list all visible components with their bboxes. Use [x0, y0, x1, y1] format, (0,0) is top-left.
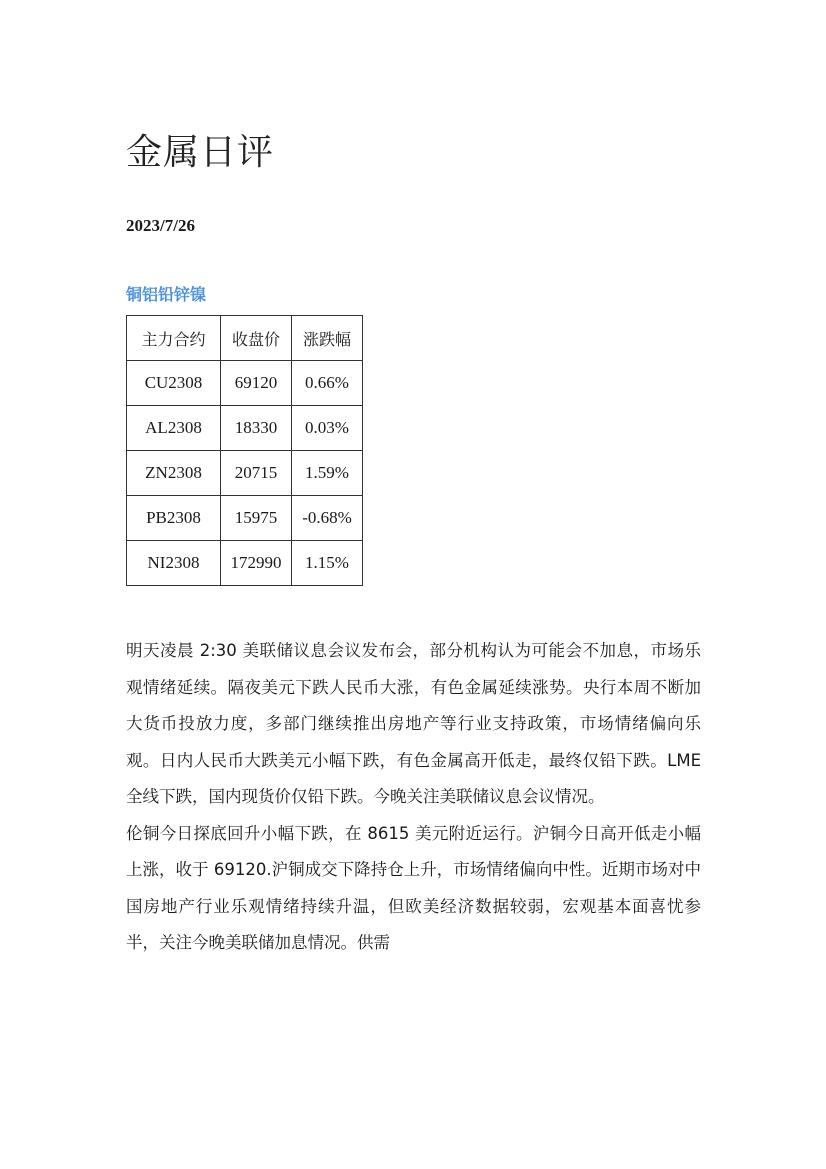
header-close-price: 收盘价: [221, 316, 292, 361]
table-row: [127, 361, 363, 406]
cell-close-price: 18330: [221, 406, 292, 451]
cell-change-pct: 0.03%: [292, 406, 363, 451]
table-header-row: [127, 316, 363, 361]
commentary-body: [126, 633, 701, 962]
cell-contract: PB2308: [127, 496, 221, 541]
table-row: [127, 451, 363, 496]
header-contract: 主力合约: [127, 316, 221, 361]
cell-close-price: 69120: [221, 361, 292, 406]
cell-contract: NI2308: [127, 541, 221, 586]
paragraph-market-overview: 明天凌晨 2:30 美联储议息会议发布会，部分机构认为可能会不加息，市场乐观情绪延续。隔夜美元下跌人民币大涨，有色金属延续涨势。央行本周不断加大货币投放力度，多部门继续推出房地产等行业支持政策，市场情绪偏向乐观。日内人民币大跌美元小幅下跌，有色金属高开低走，最终仅铅下跌。LME 全线下跌，国内现货价仅铅下跌。今晚关注美联储议息会议情况。: [126, 641, 701, 806]
header-change-pct: 涨跌幅: [292, 316, 363, 361]
cell-contract: AL2308: [127, 406, 221, 451]
price-table: [126, 315, 363, 586]
table-row: [127, 406, 363, 451]
cell-change-pct: -0.68%: [292, 496, 363, 541]
cell-contract: CU2308: [127, 361, 221, 406]
cell-change-pct: 0.66%: [292, 361, 363, 406]
cell-close-price: 172990: [221, 541, 292, 586]
table-row: [127, 496, 363, 541]
table-row: [127, 541, 363, 586]
cell-change-pct: 1.15%: [292, 541, 363, 586]
report-date: 2023/7/26: [126, 216, 195, 235]
cell-change-pct: 1.59%: [292, 451, 363, 496]
page-title: 金属日评: [126, 132, 275, 173]
paragraph-copper: 伦铜今日探底回升小幅下跌，在 8615 美元附近运行。沪铜今日高开低走小幅上涨，收于 69120.沪铜成交下降持仓上升，市场情绪偏向中性。近期市场对中国房地产行业乐观情绪持续升温，但欧美经济数据较弱，宏观基本面喜忧参半，关注今晚美联储加息情况。供需: [126, 823, 701, 952]
section-heading-metals: 铜铝铅锌镍: [126, 285, 207, 304]
cell-close-price: 20715: [221, 451, 292, 496]
cell-close-price: 15975: [221, 496, 292, 541]
cell-contract: ZN2308: [127, 451, 221, 496]
